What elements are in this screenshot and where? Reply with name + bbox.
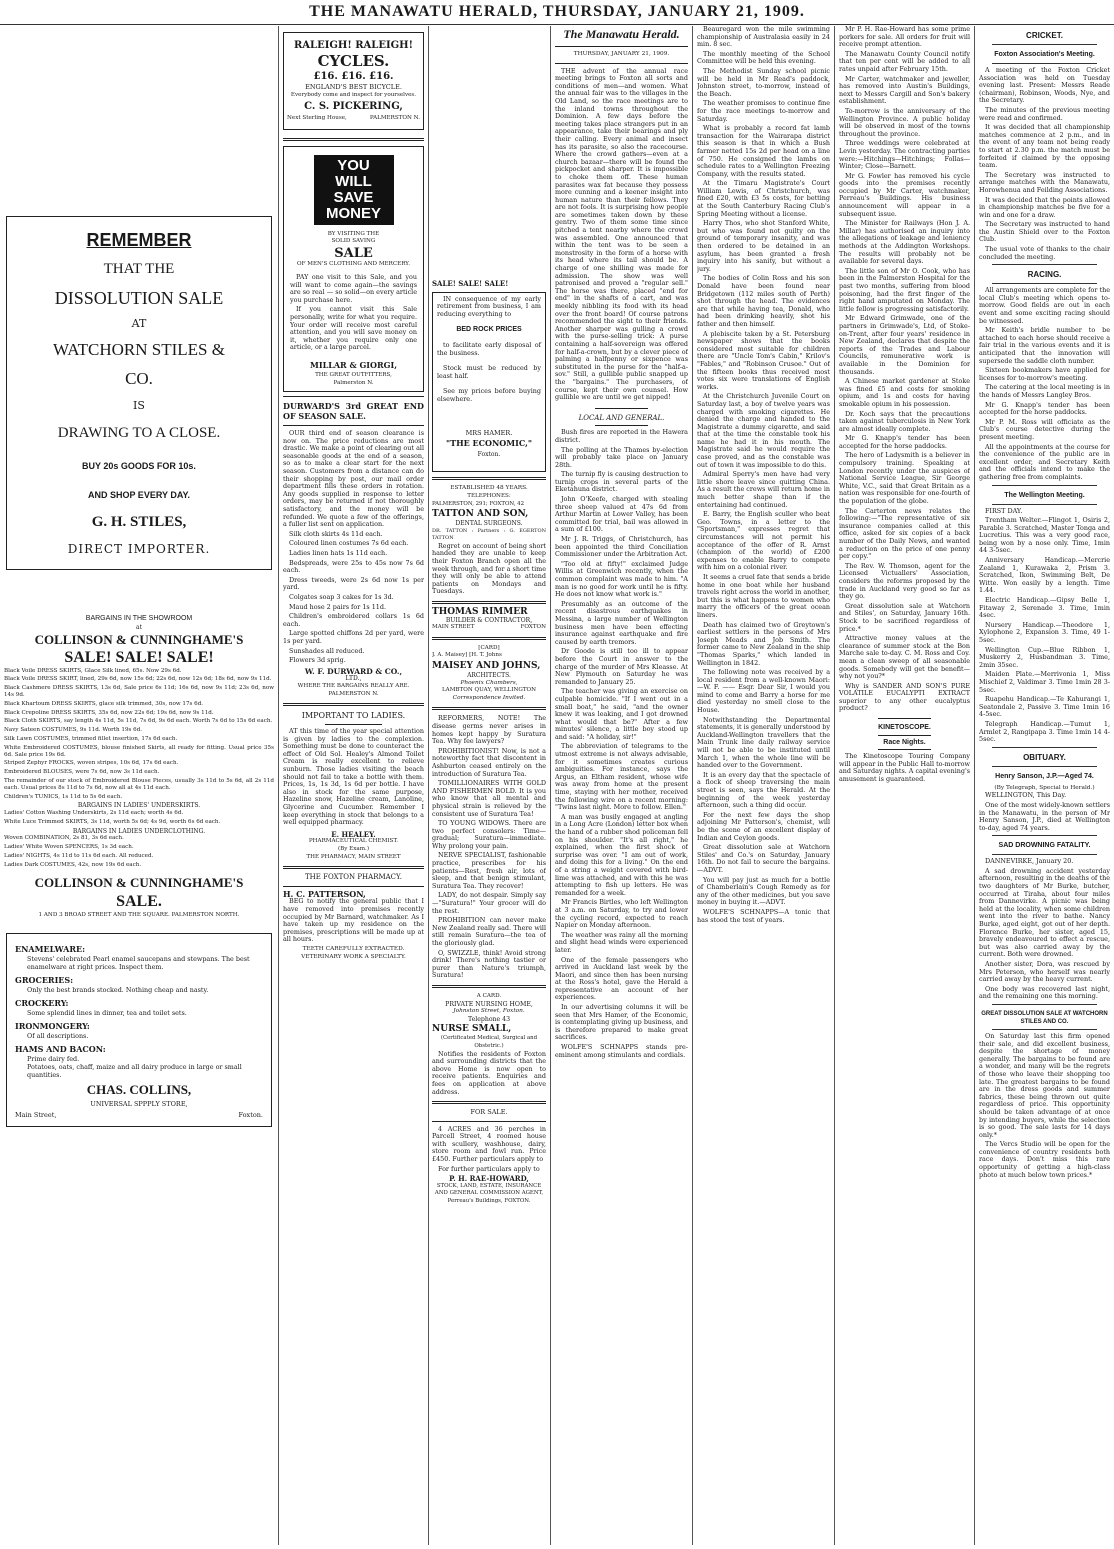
ad-line: BY VISITING THE	[327, 230, 380, 237]
column-4	[555, 26, 688, 1547]
bargain-item: White Embroidered COSTUMES, blouse finished Skirts, all ready for fitting. Usual price 35s 6d. Sale price 19s 6d.	[4, 744, 274, 758]
news-item: You will pay just as much for a bottle of Chamberlain's Cough Remedy as for any of the other medicines, but you save money in buying it.—ADVT.	[697, 875, 830, 907]
suratura-notice: TOMILLIONAIRES WITH GOLD AND FISHERMEN BOLD. It is you who know that all mental and physical strain is relieved by the consistent use of Suratura Tea!	[432, 779, 546, 818]
ad-subhead: BARGAINS IN LADIES UNDERCLOTHING.	[72, 827, 206, 835]
news-items	[697, 26, 830, 924]
ad-line: at	[136, 624, 142, 631]
store-section-head: IRONMONGERY:	[15, 1021, 90, 1032]
news-item: The bodies of Colin Ross and his son Donald have been found near Bridgetown (112 miles south of Perth) shot through the head. The evidences are that while having tea, Donald, who had been drinking heavily, shot his father and then himself.	[697, 274, 830, 328]
ad-line: Johnston Street, Foxton.	[453, 1008, 525, 1015]
ad-address: THE PHARMACY, MAIN STREET	[306, 853, 401, 860]
news-item: It is an every day that the spectacle of a flock of sheep traversing the main street is seen, says the Herald. At the beginning of the week yesterday afternoon, such a thing did occur.	[697, 770, 830, 810]
news-item: All arrangements are complete for the local Club's meeting which opens to-morrow. Good fields are out in each event and some exciting racing should be witnessed.	[979, 286, 1110, 325]
race-result: Electric Handicap.—Gipsy Belle 1, Fitaway 2, Serenade 3. Time, 1min 4sec.	[979, 596, 1110, 620]
column-5	[697, 26, 830, 1547]
suratura-notice: NERVE SPECIALIST, fashionable practice, prescribes for his patients—Rest, fresh air, lots of sleep, and that benign stimulant, Suratura Tea. They recover!	[432, 851, 546, 890]
ad-line: LTD.,	[345, 675, 362, 683]
sale-head: SALE! SALE! SALE!	[432, 279, 509, 288]
news-item: Death has claimed two of Greytown's earliest settlers in the persons of Mrs Joseph Meads and Job Smith. The former came to New Zealand in the ship "Thomas Sparks," which landed in Wellington in 1842.	[697, 620, 830, 667]
suratura-notice: LADY, do not despair. Simply say—"Suratura!" Your grocer will do the rest.	[432, 891, 546, 915]
durward-item: Colgates soap 3 cakes for 1s 3d.	[289, 592, 394, 601]
leader-article	[555, 68, 688, 402]
obituary-source: (By Telegraph, Special to Herald.)	[994, 784, 1095, 791]
ad-offer: AND SHOP EVERY DAY.	[87, 490, 191, 500]
bargain-item: Ladies Dark COSTUMES, 42s, now 19s 6d each.	[4, 861, 142, 868]
address-left: Main Street,	[15, 1110, 57, 1119]
ad-line: AT	[131, 317, 147, 330]
news-item: WOLFE'S SCHNAPPS stands pre-eminent among stimulants and cordials.	[555, 1043, 688, 1059]
ad-line: (By Exam.)	[337, 846, 370, 852]
news-item: The abbreviation of telegrams to the utmost extreme is not always advisable, for it sometimes creates curious ambiguities. For instance, says the Argus, an Eltham resident, whose wife was away from home at the present time, staying with her mother, received the following wire on a recent morning: "Twins last night. More to follow. Ellen."	[555, 742, 688, 812]
column-rule	[428, 26, 429, 1545]
column-rule	[974, 26, 975, 1545]
race-result: Wellington Cup.—Blue Ribbon 1, Muskerry 2, Husbandman 3. Time, 2min 35sec.	[979, 645, 1110, 669]
store-section-head: GROCERIES:	[15, 975, 74, 986]
ad-line: SOLID SAVING	[331, 238, 376, 245]
store-section-text: Only the best brands stocked. Nothing cheap and nasty.	[27, 986, 209, 995]
news-item: Great dissolution sale at Watchorn Stiles' and Co.'s on Saturday, January 16th. Do not fail to secure the bargains.—ADVT.	[697, 843, 830, 874]
ad-address: 1 AND 3 BROAD STREET AND THE SQUARE. PALMERSTON NORTH.	[38, 912, 240, 919]
news-item: A meeting of the Foxton Cricket Association was held on Tuesday evening last. Present: Messrs Reade (chairman), Robinson, Woods, Nye, and the Secretary.	[979, 66, 1110, 105]
column-2	[283, 26, 424, 1547]
news-item: The Manawatu County Council notify that ten per cent will be added to all rates unpaid after February 15th.	[839, 49, 970, 73]
race-nights-head: Race Nights.	[883, 738, 926, 746]
ad-line: IS	[133, 399, 145, 412]
news-item: Dr. Koch says that the precautions taken against tuberculosis in New York are almost ideally complete.	[839, 409, 970, 433]
race-result: Nursery Handicap.—Theodore 1, Xylophone 2, Expansion 3. Time, 49 1-5sec.	[979, 620, 1110, 644]
ad-body: For further particulars apply to	[438, 1164, 540, 1173]
durward-item: Children's embroidered collars 1s 6d each.	[283, 612, 424, 628]
ad-name: W. F. DURWARD & CO.,	[304, 666, 403, 676]
bargain-item: Ladies' Cotton Washing Underskirts, 2s 11d each; worth 4s 6d.	[4, 809, 184, 816]
news-item: In our advertising columns it will be seen that Mrs Hamer, of the Economic, is contemplating giving up business, and is therefore prepared to make great sacrifices.	[555, 1003, 688, 1042]
bargain-item: Ladies' NIGHTS, 4s 11d to 11s 6d each. All reduced.	[4, 852, 154, 859]
ad-address	[432, 624, 546, 632]
bargain-item: Woven COMBINATION, 2s 81, 3s 6d each.	[4, 835, 124, 842]
news-item: A Chinese market gardener at Stoke was fined £5 and costs for smoking opium, and 1s and costs for having smokable opium in his possession.	[839, 377, 970, 408]
ad-line: PALMERSTON, 291; FOXTON, 42	[432, 500, 525, 507]
news-item: E. Barry, the English sculler who beat Geo. Towns, in a letter to the "Sportsman," expresses regret that circumstances will not permit his acceptance of the offer of R. Arnst (champion of the world) of £200 expenses to enable Barry to compete with him on a colonial river.	[697, 510, 830, 572]
news-item: One of the most widely-known settlers in the Manawatu, in the person of Mr Henry Sanson, J.P., died at Wellington to-day, aged 74 years.	[979, 800, 1110, 832]
ad-name: G. H. STILES,	[91, 514, 187, 530]
watchorn-stiles-ad	[6, 216, 272, 570]
address-left: Next Sterling House,	[287, 115, 347, 122]
suratura-notice: PROHIBITIONIST! Now, is not a noteworthy fact that discontent in Ashburton ceased entirely on the introduction of Suratura Tea.	[432, 746, 546, 778]
news-item: Attractive money values at the clearance of summer stock at the Bon Marche sale to-day. C. M. Ross and Coy. mean a clean sweep of all seasonable goods. Somebody will get the benefit—why not you?*	[839, 634, 970, 681]
news-item: Mr Edward Grimwade, one of the partners in Grimwade's, Ltd, of Stoke-on-Trent, after four years' residence in New Zealand, declares that despite the reports of the Trades and Labour Councils, remunerative work is available in the Dominion for thousands.	[839, 314, 970, 376]
address-right: PALMERSTON N.	[369, 115, 420, 122]
news-item: Mr G. Knapp's tender has been accepted for the horse paddocks.	[979, 400, 1110, 417]
ad-name: C. S. PICKERING,	[304, 101, 403, 113]
kinetoscope-body: The Kinetoscope Touring Company will appear in the Public Hall to-morrow and Saturday nights. A capital evening's amusement is guaranteed.	[839, 752, 970, 784]
ad-line: Everybody come and inspect for yourselves.	[290, 91, 417, 98]
ad-line: OF MEN'S CLOTHING AND MERCERY.	[296, 260, 410, 267]
ad-role: DIRECT IMPORTER.	[67, 542, 211, 556]
news-item: It was decided that the points allowed in championship matches be five for a win and one for a draw.	[979, 195, 1110, 219]
news-item: To-morrow is the anniversary of the Wellington Province. A public holiday will be observed in most of the towns throughout the province.	[839, 106, 970, 138]
address-right: FOXTON	[520, 624, 546, 631]
news-item: The minutes of the previous meeting were read and confirmed.	[979, 105, 1110, 122]
bargain-item: The remainder of our stock of Embroidered Blouse Pieces, usually 3s 11d to 5s 6d, all 2s 11d each. Usual prices 8s 11d to 7s 6d, now all at 4s 11d each.	[4, 777, 274, 791]
ad-line: A CARD.	[476, 992, 502, 999]
news-item: One of the female passengers who arrived in Auckland last week by the Maori, and since then has been nursing at the Ross's hotel, gave the Herald a representative an account of her experiences.	[555, 955, 688, 1002]
news-item: John O'Keefe, charged with stealing three sheep valued at 47s 6d from Arthur Martin at Lower Valley, has been committed for trial, bail was allowed in a sum of £100.	[555, 495, 688, 534]
raleigh-ad	[283, 32, 424, 130]
durward-item: Large spotted chiffons 2d per yard, were 1s per yard.	[283, 629, 424, 645]
news-items	[839, 26, 970, 713]
news-item: Harry Thos, who shot Stanford White, but who was found not guilty on the ground of temporary insanity, and was then ordered to be detained in an asylum, has been granted a fresh inquiry into his sanity, but without a jury.	[697, 219, 830, 273]
ad-town: Palmerston N.	[333, 379, 374, 386]
ad-line: TEETH CAREFULLY EXTRACTED.	[302, 945, 405, 952]
news-item: The polling at the Thames by-election will probably take place on January 28th.	[555, 445, 688, 469]
ad-prices: £16. £16. £16.	[313, 71, 394, 82]
news-item: Presumably as an outcome of the recent disastrous earthquakes in Messina, a large number of Wellington business men have been effecting insurance against earthquake and fire caused by earth tremors.	[555, 599, 688, 646]
drowning-body	[979, 858, 1110, 1001]
ad-line: J. A. Maisey] [H. T. Johns	[432, 652, 502, 659]
banner-word: SAVE	[333, 188, 374, 206]
ad-line: TELEPHONES:	[467, 492, 511, 499]
bargain-list	[4, 835, 274, 868]
bargain-item: Children's TUNICS, 1s 11d to 5s 6d each.	[4, 793, 123, 800]
ad-body: Stock must be reduced by least half.	[437, 364, 541, 380]
ad-line: (Certificated Medical, Surgical and Obstetric.)	[440, 1035, 538, 1049]
leader-paragraph: THE advent of the annual race meeting brings to Foxton all sorts and conditions of men—and women. What the annual fair was to the villages in the Old Land, so the race meetings are to the inland towns throughout the Dominion. A few days before the meeting takes place strangers put in an appearance, take their bearings and ply their calling. Every animal and insect has its parasite, so also the racecourse. Where the crowd gathers—even at a church bazaar—there will be found the pickpocket and sharper. It is impossible to choke them off. These human parasites wax fat because they possess more cunning and a keener insight into human nature than their fellows. They are not fools. It is surprising how people are sometimes taken down by these gentry. Two of them some time since pitched a tent nearby where the crowd was assembled. One announced that within the tent was to be seen a monstrosity in the form of a horse with its head where its tail should be. A charge of one shilling was made for admission. The show was well patronised and proved a "regular sell." The horse was there, placed "end for end" in the shafts of a cart, and was meekly nibbling its food with its head over the front board! Of course patrons recommended the sight to their friends. Another sharper was gulling a crowd with the purse-selling trick: A purse containing a half-sovereign was offered for half-a-crown, but by a clever piece of palming a halfpenny or sixpence was substituted in the purse for the "half-a-sov." Still, a gullible public snapped up the "bargains." The purchasers, of course, kept their own counsel. How gullible we are until we get nipped!	[555, 66, 688, 402]
news-item: The hero of Ladysmith is a believer in compulsory training. Speaking at London recently under the auspices of National Service League, Sir George White, V.C., said that Great Britain as a nation was responsible for one-fourth of the population of the globe.	[839, 451, 970, 506]
cricket-report	[979, 67, 1110, 261]
banner-word: WILL	[335, 172, 372, 190]
suratura-notice: TO YOUNG WIDOWS. There are two perfect consolers: Time—gradual; Suratura—immediate. Why prolong your pain.	[432, 819, 546, 850]
ad-line: DR. TATTON : Partners : G. EGERTON TATTON	[432, 527, 546, 542]
racing-head: RACING.	[1027, 270, 1062, 280]
suratura-notice: O, SWIZZLE, think! Avoid strong drink! There's nothing tastier or purer than Nature's triumph, Suratura!	[432, 948, 546, 980]
hamer-ad	[432, 292, 546, 473]
suratura-notice: REFORMERS, NOTE! The disease germs never arises in homes kept happy by Suratura Tea. Why fee lawyers?	[432, 714, 546, 746]
news-item: Notwithstanding the Departmental statements, it is generally understood by Auckland-Wellington travellers that the Main Trunk line daily railway service will not be able to be instituted until March 1, when the whole line will be handed over to the Government.	[697, 715, 830, 770]
durward-title: DURWARD'S 3rd GREAT END OF SEASON SALE.	[283, 401, 424, 422]
store-section-head: CROCKERY:	[15, 998, 69, 1009]
ad-name: TATTON AND SON,	[432, 509, 529, 520]
ad-line: WATCHORN STILES &	[53, 340, 225, 359]
ad-name: THOMAS RIMMER	[432, 607, 528, 618]
ad-line: DISSOLUTION SALE	[54, 288, 224, 308]
ad-name: CHAS. COLLINS,	[86, 1082, 192, 1098]
ad-role: STOCK, LAND, ESTATE, INSURANCE AND GENERAL COMMISSION AGENT,	[434, 1182, 544, 1197]
column-rule	[692, 26, 693, 1545]
news-item: The weather was rainy all the morning and slight head winds were experienced later.	[555, 930, 688, 954]
ad-line: Correspondence Invited.	[452, 694, 526, 701]
news-item: On Saturday last this firm opened their sale, and did excellent business, despite the shortage of money generally. The bargains to be found are a wonder, and many will be the regrets of those who leave their shopping too late. The greatest bargains to be found are in the dress goods and summer fabrics, these being thrown out quite regardless of price. This opportunity should be taken advantage of at once by intending buyers, while the selection is so good. The sale lasts for 14 days only.*	[979, 1031, 1110, 1139]
news-item: Great dissolution sale at Watchorn and Stiles', on Saturday, January 16th. Stock to be sacrificed regardless of price.*	[839, 601, 970, 633]
ad-role: UNIVERSAL SPPPLY STORE,	[90, 1100, 188, 1109]
news-item: Admiral Sperry's men have had very little shore leave since quitting China. As a result the crews will return home in much better shape than if the entertaining had continued.	[697, 470, 830, 509]
ad-name: MILLAR & GIORGI,	[309, 359, 398, 370]
bargain-item: Black Khartoum DRESS SKIRTS, glace silk trimmed, 30s, now 17s 6d.	[4, 700, 204, 707]
news-item: Mr Francis Birtles, who left Wellington at 3 a.m. on Saturday, to try and lower the cycling record, expected to reach Napier on Monday afternoon.	[555, 898, 688, 930]
news-item: The teacher was giving an exercise on culpable homicide. "If I went out in a small boat," he said, "and the owner knew it was leaking, and I got drowned what would that be?" After a few minutes' silence, a little boy stood up and said: "A holiday, sir!"	[555, 687, 688, 741]
news-item: Mr G. Knapp's tender has been accepted for the horse paddocks.	[839, 434, 970, 450]
ad-offer: BUY 20s GOODS FOR 10s.	[82, 461, 196, 471]
news-item: It seems a cruel fate that sends a bride home in one boat while her husband travels right across the world in another, but this is what happens to women who marry the officers of the great ocean liners.	[697, 572, 830, 619]
dissolution-sale-head: GREAT DISSOLUTION SALE AT WATCHORN STILES AND CO.	[981, 1010, 1108, 1025]
healey-title: IMPORTANT TO LADIES.	[301, 711, 406, 721]
ad-role: PHARMACEUTICAL CHEMIST.	[308, 838, 399, 845]
news-item: The Rev. W. Thomson, agent for the Licensed Victuallers' Association, considers the reforms proposed by the trade in Auckland very good so far as they go.	[839, 561, 970, 601]
banner-word: YOU	[337, 156, 370, 174]
news-item: The Secretary was instructed to arrange matches with the Manawatu, Horowhenua and Feilding Associations.	[979, 170, 1110, 194]
store-section-text: Some splendid lines in dinner, tea and toilet sets.	[27, 1009, 187, 1018]
ad-sale: SALE	[334, 245, 373, 261]
store-section-head: HAMS AND BACON:	[15, 1044, 106, 1055]
bargain-item: Silk Lawn COSTUMES, trimmed fillet insertion, 17s 6d each.	[4, 735, 178, 742]
news-item: The weather promises to continue fine for the race meetings to-morrow and Saturday.	[697, 99, 830, 123]
news-item: At the Timaru Magistrate's Court William Lewis, of Christchurch, was fined £20, with £3 5s costs, for betting at the South Canterbury Racing Club's Spring Meeting without a license.	[697, 179, 830, 218]
bargain-item: Ladies' White Woven SPENCERS, 1s 3d each.	[4, 843, 134, 850]
news-item: The usual vote of thanks to the chair concluded the meeting.	[979, 245, 1110, 261]
bargain-item: Navy Sateen COSTUMES, 9s 11d. Worth 19s 6d.	[4, 727, 143, 734]
ad-address: LAMBTON QUAY, WELLINGTON	[441, 687, 537, 694]
store-section-text: Potatoes, oats, chaff, maize and all dairy produce in large or small quantities.	[27, 1063, 242, 1080]
durward-item: Bedspreads, were 25s to 45s now 7s 6d each.	[283, 558, 424, 575]
column-3	[432, 26, 546, 1547]
durward-item: Dress tweeds, were 2s 6d now 1s per yard.	[283, 575, 424, 592]
banner-word: MONEY	[325, 204, 381, 222]
bargain-item: Black Cashmere DRESS SKIRTS, 13s 6d, Sale price 6s 11d; 16s 6d, now 9s 11d; 23s 6d, now 14s 9d.	[4, 685, 274, 698]
suratura-notices	[432, 715, 546, 980]
news-item: A sad drowning accident yesterday afternoon, resulting in the deaths of the two daughters of Mr Burke, butcher, occurred at Tiraha, about four miles from Dannevirke. A picnic was being held at the locality, when some children went into the river to bathe. Nancy Burke, aged eight, got out of her depth. Florence Burke, her sister, aged 15, bravely endeavoured to effect a rescue, but was also carried away by the current. Both were drowned.	[979, 866, 1110, 959]
news-item: Mr P. H. Rae-Howard has some prime porkers for sale. All orders for fruit will receive prompt attention.	[839, 26, 970, 49]
ad-line: DRAWING TO A CLOSE.	[57, 425, 221, 441]
news-item: Beauregard won the mile swimming championship of Australasia easily in 24 min. 8 sec.	[697, 26, 830, 49]
race-result: Anniversary Handicap.—Mercrie Zealand 1, Kurawaka 2, Prism 3. Scratched, Ikon, Swimming Belt, De Witte. Won easily by a length. Time 1.44.	[979, 556, 1110, 595]
ad-body: See my prices before buying elsewhere.	[437, 387, 541, 403]
ad-firm: COLLINSON & CUNNINGHAME'S	[34, 631, 244, 647]
obituary-head: OBITUARY.	[1023, 752, 1066, 762]
store-sections	[15, 944, 263, 1079]
news-item: A plebiscite taken by a St. Petersburg newspaper shows that the books considered most suitable for children there are "Uncle Tom's Cabin," Krilov's "Fables," and "Robinson Crusoe." Out of the fifteen books thus received most votes six were translations of English works.	[697, 329, 830, 391]
durward-body: OUR third end of season clearance is now on. The price reductions are most drastic. We make a point of clearing out all seasonable goods at the end of a season, so as to make a clear start for the next season. Customers from a distance can do their shopping by post, our mail order department fills these orders in rotation. Any goods supplied in response to letter orders, may be returned if not thoroughly satisfactory, and the money will be refunded. We quote a few of the offerings, a fuller list sent on application.	[283, 429, 424, 529]
news-item: The Carterton news relates the following:—"The representative of six insurance companies called at this office, asked for six copies of a back number of the Daily News, and wanted a reduction on the price of one penny per copy."	[839, 506, 970, 561]
news-item: The following note was received by a local resident from a well-known Maori:—W. F. —— Esqr. Dear Sir, I would you mind to come and Barry a horse for me died yesterday no smell close to the House.	[697, 668, 830, 715]
save-money-banner	[314, 155, 394, 225]
ad-line: CYCLES.	[317, 52, 390, 70]
racing-report	[979, 287, 1110, 481]
forsale-head: FOR SALE.	[470, 1108, 508, 1117]
ad-line: THAT THE	[103, 261, 175, 277]
wellington-meeting-head: The Wellington Meeting.	[1004, 491, 1085, 499]
ad-town: PALMERSTON N.	[328, 690, 379, 697]
address-left: MAIN STREET	[432, 624, 475, 631]
news-item: The Secretary was instructed to hand the Austin Shield over to the Foxton Club.	[979, 220, 1110, 244]
collinson-ad	[4, 614, 274, 919]
news-item: The catering at the local meeting is in the hands of Messrs Langley Bros.	[979, 383, 1110, 399]
bargain-item: Black Cloth SKIRTS, say length 4s 11d, 5s 11d, 7s 6d, 9s 6d each. Worth 7s 6d to 15s 6d each.	[4, 718, 273, 725]
news-item: Mr Keith's bridle number to be attached to each horse should receive a fair trial in the various events and it is anticipated that the innovation will supersede the saddle cloth number.	[979, 326, 1110, 365]
ad-body: If you cannot visit this Sale personally, write for what you require. Your order will receive most careful attention, and you will save money on it, whether you require only one article, or a large parcel.	[290, 305, 417, 352]
news-item: A man was busily engaged at angling in a Long Acre (London) letter box when the hand of a rubber shod policeman fell on his shoulder. "It's all right," he explained, when the first shock of surprise was over. "I am out of work, and doing this for a living." On the end of a string a weight covered with bird-lime was attached, and with this he was attempting to fish up letters. He was remanded for a week.	[555, 812, 688, 897]
local-news	[555, 429, 688, 1059]
ad-firm: COLLINSON & CUNNINGHAME'S	[34, 875, 244, 891]
news-item: Mr J. R. Triggs, of Christchurch, has been appointed the third Conciliation Commissioner under the Arbitration Act.	[555, 535, 688, 559]
pharmacy-head: THE FOXTON PHARMACY.	[305, 873, 402, 882]
ad-body: to facilitate early disposal of the business.	[437, 340, 541, 357]
bargain-item: Embroidered BLOUSES, were 7s 6d, now 3s 11d each.	[4, 769, 160, 776]
ad-role: WHERE THE BARGAINS REALLY ARE.	[297, 682, 410, 689]
ad-heading: REMEMBER	[86, 230, 192, 250]
race-result: FIRST DAY.	[985, 506, 1023, 515]
durward-item: Silk cloth skirts 4s 11d each.	[289, 529, 383, 538]
patterson-body: BEG to notify the general public that I have removed into premises recently occupied by Mr Barnard, watchmaker. As I have taken up my residence on the premises, prescriptions will be made up at all hours.	[283, 897, 424, 944]
ad-address	[15, 1112, 263, 1120]
ad-role: ARCHITECTS.	[467, 672, 511, 679]
news-item: The Methodist Sunday school picnic will be held in Mr Read's paddock, Johnston street, to-morrow, instead of the Beach.	[697, 66, 830, 98]
news-item: Mr Carter, watchmaker and jeweller, has removed into Austin's Buildings, next to Messrs Cargill and Son's bakery establishment.	[839, 74, 970, 106]
ad-name: MAISEY AND JOHNS,	[432, 661, 541, 671]
ad-role: DENTAL SURGEONS.	[455, 520, 523, 528]
ad-line: Telephone 43	[467, 1015, 511, 1023]
race-result: Telegraph Handicap.—Tumut 1, Armlet 2, Rangipapa 3. Time 1min 14 4-5sec.	[979, 719, 1110, 744]
suratura-notice: PROHIBITION can never make New Zealand really sad. There will still remain Suratura—the tea of the gloriously glad.	[432, 916, 546, 947]
ad-body: Regret on account of being short handed they are unable to keep their Foxton Branch open all the week through, and for a short time they will only be able to attend patients on Mondays and Tuesdays.	[432, 541, 546, 596]
news-item: For the next few days the shop adjoining Mr Patterson's, chemist, will be the scene of an excellent display of Indian and Ceylon goods.	[697, 810, 830, 842]
column-6	[839, 26, 970, 1547]
news-item: DANNEVIRKE, January 20.	[985, 857, 1074, 866]
durward-item: Sunshades all reduced.	[289, 646, 365, 655]
millar-giorgi-ad	[283, 146, 424, 392]
ad-line: VETERINARY WORK A SPECIALTY.	[301, 953, 406, 960]
ad-address: Phoenix Chambers,	[460, 679, 518, 686]
news-item: The monthly meeting of the School Committee will be held this evening.	[697, 49, 830, 66]
healey-body: AT this time of the year special attention is given by ladies to the complexion. Something must be done to counteract the effect of Old Sol. Healey's Almond Toilet Cream is really excellent to relieve sunburn. Those ladies visiting the beach should not fail to take a bottle with them. Prices, 1s, 1s 3d, 1s 6d per bottle. I have also in stock for the same purpose, Hazeline snow, Hazeline cream, Lanoline, Glycerine and Cucumber. Remember I keep everything in stock that belongs to a well equipped pharmacy.	[283, 727, 424, 827]
ad-line: PRIVATE NURSING HOME,	[445, 1000, 533, 1008]
news-item: The little son of Mr O. Cook, who has been in the Palmerston Hospital for the past two months, suffering from blood poisoning, had the first finger of the right hand amputated on Monday. The little fellow is progressing satisfactorily.	[839, 266, 970, 313]
news-item: Mr P. M. Ross will officiate as the Club's course detective during the present meeting.	[979, 417, 1110, 441]
ad-name: H. C. PATTERSON,	[283, 888, 366, 899]
store-section-head: ENAMELWARE:	[15, 944, 86, 955]
drowning-head: SAD DROWNING FATALITY.	[998, 842, 1091, 850]
kinetoscope-head: KINETOSCOPE.	[878, 724, 931, 732]
news-item: It was decided that all championship matches commence at 2 p.m., and in the event of any team not being ready to start at 2.30 p.m. the match must be forfeited if claimed by the opposing team.	[979, 123, 1110, 170]
ad-body: IN consequence of my early retirement from business, I am reducing everything to	[437, 294, 541, 318]
ad-name: NURSE SMALL,	[432, 1024, 512, 1035]
store-section-text: Prime dairy fed.	[27, 1055, 80, 1064]
wellington-results	[979, 508, 1110, 744]
news-item: The Minister for Railways (Hon J. A. Millar) has authorised an inquiry into the allegations of leakage and leniency methods at the Addington Workshops. The results will probably not be available for several days.	[839, 219, 970, 266]
ad-subhead: BARGAINS IN LADIES' UNDERSKIRTS.	[77, 802, 201, 810]
ad-role: BUILDER & CONTRACTOR,	[445, 616, 533, 624]
ad-body: PAY one visit to this Sale, and you will want to come again—the savings are so real — so solid—on every article you purchase here.	[290, 272, 417, 304]
ad-address	[287, 115, 420, 123]
column-rule	[834, 26, 835, 1545]
news-item: Another sister, Dora, was rescued by Mrs Peterson, who herself was nearly carried away by the heavy current.	[979, 960, 1110, 984]
race-result: Trentham Welter.—Flingot 1, Osiris 2, Parable 3. Scratched, Master Tonga and Lucretius. This was a very good race, being won by a nose only. Time, 1min 44 3-5sec.	[979, 516, 1110, 555]
column-rule	[550, 26, 551, 1545]
news-item: "Too old at fifty!" exclaimed Judge Willis at Greenwich recently, when the common complaint was made to him. "A man is no good for work until he is fifty. He does not know what work is."	[555, 559, 688, 599]
news-item: Three weddings were celebrated at Levin yesterday. The contracting parties were:—Hitchings—Hitchings; Follas—Winter; Close—Barnett.	[839, 139, 970, 171]
bargain-item: White Luce Trimmed SKIRTS, 3s 11d, worth 5s 6d; 4s 9d, worth 6s 6d each.	[4, 818, 221, 825]
durward-items	[283, 531, 424, 665]
ad-name: P. H. RAE-HOWARD,	[449, 1174, 529, 1184]
news-item: Sixteen bookmakers have applied for licenses for to-morrow's meeting.	[979, 366, 1110, 382]
masthead: THE MANAWATU HERALD, THURSDAY, JANUARY 21, 1909.	[0, 0, 1114, 25]
store-section-text: Stevens' celebrated Pearl enamel saucepans and stewpans. The best enamelware at right prices. Inspect them.	[27, 955, 250, 972]
ad-line: CO.	[125, 369, 153, 388]
issue-date: THURSDAY, JANUARY 21, 1909.	[573, 51, 670, 57]
column-rule	[278, 26, 279, 1545]
cricket-subhead: Foxton Association's Meeting.	[994, 51, 1095, 58]
bargain-item: Black Voile DRESS SKIRT, lined, 29s 6d, now 15s 6d; 22s 6d, now 12s 6d; 18s 6d, now 9s 11d.	[4, 676, 272, 683]
news-item: Dr Goode is still too ill to appear before the Court in answer to the charge of the murder of Mrs Kleasse. At New Plymouth on Saturday he was remanded to January 25.	[555, 647, 688, 686]
ad-town: Foxton.	[477, 450, 501, 458]
local-general-head: LOCAL AND GENERAL.	[578, 413, 665, 422]
column-7	[979, 26, 1110, 1547]
race-result: Maiden Plate.—Merrivonia 1, Miss Mischief 2, Valdimar 3. Time 1min 28 3-5sec.	[979, 670, 1110, 694]
bargain-item: Black Voile DRESS SKIRTS, Glace Silk lined, 65s. Now 29s 6d.	[4, 667, 182, 674]
ad-highlight: BED ROCK PRICES	[456, 326, 522, 334]
news-item: At the Christchurch Juvenile Court on Saturday last, a boy of twelve years was charged with smoking cigarettes. He denied the charge and handed to the Magistrate a dummy cigarette, and said that at the time the constable took his name he had it in his mouth. The Magistrate said he would require the case proved, and as the constable was out of town it was impossible to do this.	[697, 392, 830, 469]
ad-shop: "THE ECONOMIC,"	[445, 438, 533, 449]
ad-name: E. HEALEY.	[331, 829, 376, 839]
ad-address: Perreau's Buildings, FOXTON.	[447, 1198, 531, 1205]
ad-role: THE GREAT OUTFITTERS,	[315, 371, 392, 378]
cricket-head: CRICKET.	[1026, 31, 1063, 40]
bargain-list	[4, 668, 274, 801]
newspaper-title: The Manawatu Herald.	[563, 27, 680, 41]
ad-name: MRS HAMER.	[465, 428, 513, 437]
store-section-text: Of all descriptions.	[27, 1032, 89, 1041]
ad-line: ESTABLISHED 48 YEARS.	[450, 485, 528, 492]
ad-line: [CARD]	[478, 644, 500, 651]
address-right: Foxton.	[238, 1110, 263, 1119]
collins-ad	[6, 933, 272, 1126]
news-item: Bush fires are reported in the Hawera district.	[555, 428, 688, 444]
news-item: WOLFE'S SCHNAPPS—A tonic that has stood the test of years.	[697, 907, 830, 924]
ad-sale: SALE! SALE! SALE!	[64, 648, 214, 666]
durward-item: Ladies linen hats 1s 11d each.	[289, 549, 388, 557]
durward-item: Coloured linen costumes 7s 6d each.	[289, 539, 409, 548]
ad-body: Notifies the residents of Foxton and surrounding districts that the above Home is now open to receive patients. Enquiries and fees on application at above address.	[432, 1049, 546, 1096]
durward-item: Maud hose 2 pairs for 1s 11d.	[289, 602, 386, 611]
column-1	[4, 26, 274, 1547]
news-item: Why is SANDER AND SON'S PURE VOLATILE EUCALYPTI EXTRACT superior to any other eucalyptus product?	[839, 681, 970, 713]
news-item: All the appointments at the course for the convenience of the public are in excellent order, and Secretary Keith and the officials intend to make the gathering free from complaints.	[979, 442, 1110, 481]
dissolution-sale-body	[979, 1033, 1110, 1179]
durward-item: Flowers 3d sprig.	[289, 656, 346, 665]
news-item: The Vercs Studio will be open for the convenience of country residents both race days. Don't miss this rare opportunity of getting a high-class photo at much below town prices.*	[979, 1140, 1110, 1179]
ad-line: ENGLAND'S BEST BICYCLE.	[305, 83, 402, 91]
news-item: Mr G. Fowler has removed his cycle goods into the premises recently occupied by Mr Carter, watchmaker, Perreau's Buildings. His business announcement will appear in a subsequent issue.	[839, 171, 970, 218]
ad-line: BARGAINS IN THE SHOWROOM	[85, 615, 193, 622]
news-item: The turnip fly is causing destruction to turnip crops in several parts of the Eketahuna district.	[555, 470, 688, 494]
ad-sale: SALE.	[116, 893, 162, 911]
obituary-subhead: Henry Sanson, J.P.—Aged 74.	[995, 772, 1094, 780]
ad-body: 4 ACRES and 36 perches in Parcell Street, 4 roomed house with scullery, washhouse, dairy, store room and fowl run. Price £450. Further particulars apply to	[432, 1124, 546, 1164]
ad-line: RALEIGH! RALEIGH!	[293, 40, 414, 51]
news-item: WELLINGTON, This Day.	[985, 791, 1067, 800]
news-item: One body was recovered last night, and the remaining one this morning.	[979, 984, 1110, 1001]
bargain-item: Black Crepoline DRESS SKIRTS, 35s 6d, now 22s 6d; 19s 6d, now 9s 11d.	[4, 709, 214, 716]
obituary-body	[979, 792, 1110, 832]
news-item: What is probably a record fat lamb transaction for the Wairarapa district this season is that in which a Bush farmer netted 15s 2d per head on a line of 750. He consigned the lambs on schedule rates to a Wellington Freezing Company, with the results stated.	[697, 124, 830, 178]
bargain-list	[4, 810, 274, 826]
race-result: Ruapehu Handicap.—Te Kahurangi 1, Seatondale 2, Passive 3. Time 1min 16 4-5sec.	[979, 695, 1110, 719]
bargain-item: Striped Zephyr FROCKS, woven stripes, 10s 6d, 17s 6d each.	[4, 760, 179, 767]
